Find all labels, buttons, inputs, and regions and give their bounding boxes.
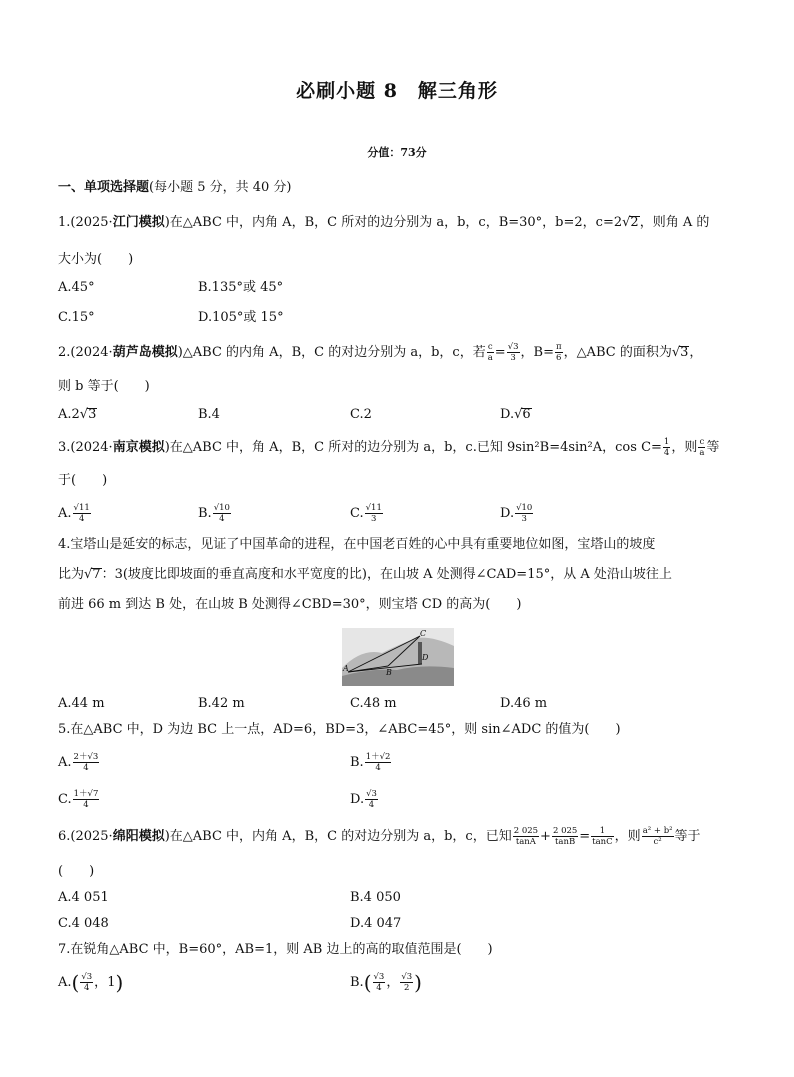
figure-label-b: B <box>386 668 392 677</box>
q2-source: 葫芦岛模拟 <box>112 345 178 360</box>
sqrt-icon: √ <box>622 215 631 230</box>
q3-number: 3.(2024· <box>58 440 113 455</box>
question-4-line-2: 比为√7：3(坡度比即坡面的垂直高度和水平宽度的比)，在山坡 A 处测得∠CAD=15°，从 A 处沿山坡往上 <box>58 567 672 582</box>
q7-option-a: A.( $\frac{√3}{4}$ ，1) <box>58 970 124 995</box>
question-7-line-1: 7.在锐角△ABC 中，B=60°，AB=1，则 AB 边上的高的取值范围是( ) <box>58 942 493 957</box>
q4-option-c: C.48 m <box>350 696 397 711</box>
q3-source: 南京模拟 <box>112 440 165 455</box>
page-title: 必刷小题 8 解三角形 <box>296 80 498 102</box>
q6-option-b: B.4 050 <box>350 890 401 905</box>
q2-fraction-sqrt3-3: $\frac{√3}{3}$ <box>507 342 519 363</box>
q1-source: 江门模拟 <box>112 215 165 230</box>
q3-fraction-c-a: $\frac{c}{a}$ <box>699 437 705 458</box>
q1-number: 1.(2025· <box>58 215 113 230</box>
figure-label-d: D <box>422 653 429 662</box>
q3-option-d: D. $\frac{√10}{3}$ <box>500 503 533 524</box>
question-1-line-1 <box>58 213 709 233</box>
q5-option-b: B. $\frac{1+√2}{4}$ <box>350 752 391 773</box>
q1-option-a: A.45° <box>58 280 95 295</box>
section-note: (每小题 5 分，共 40 分) <box>149 180 292 195</box>
q2-fraction-c-a: $\frac{c}{a}$ <box>487 342 493 363</box>
q6-option-c: C.4 048 <box>58 916 109 931</box>
question-6-line-2: ( ) <box>58 864 95 879</box>
sqrt-icon: √ <box>84 567 93 582</box>
q6-source: 绵阳模拟 <box>112 829 165 844</box>
q3-option-a: A. $\frac{√11}{4}$ <box>58 503 90 524</box>
q1-option-d: D.105°或 15° <box>198 310 284 325</box>
figure-label-a: A <box>343 664 349 673</box>
q6-option-a: A.4 051 <box>58 890 109 905</box>
q4-option-a: A.44 m <box>58 696 105 711</box>
q6-number: 6.(2025· <box>58 829 113 844</box>
question-3-line-2: 于( ) <box>58 473 108 488</box>
score-label: 分值：73分 <box>367 146 427 159</box>
q5-option-a: A. $\frac{2+√3}{4}$ <box>58 752 99 773</box>
q2-option-c: C.2 <box>350 407 372 422</box>
q5-option-c: C. $\frac{1+√7}{4}$ <box>58 789 99 810</box>
question-2-line-1: 2.(2024·葫芦岛模拟)△ABC 的内角 A，B，C 的对边分别为 a，b，c，若 $\frac{c}{a}$ = $\frac{√3}{3}$ ，B= $\frac{\pi}{6}$ ，△ABC 的面积为√3， <box>58 342 703 363</box>
q1-text-end: ，则角 A 的 <box>639 215 710 230</box>
question-5-line-1: 5.在△ABC 中，D 为边 BC 上一点，AD=6，BD=3，∠ABC=45°，则 sin∠ADC 的值为( ) <box>58 722 621 737</box>
question-6-line-1: 6.(2025·绵阳模拟)在△ABC 中，内角 A，B，C 的对边分别为 a，b，c，已知 $\frac{2 025}{\tan A}$ + $\frac{2 025}{\tan B}$ = $\frac{1}{\tan C}$ ，则 $\frac{\text{a² + b²}}{\text{c²}}$ 等于 <box>58 826 701 847</box>
q2-option-b: B.4 <box>198 407 220 422</box>
q2-fraction-pi-6: $\frac{\pi}{6}$ <box>555 342 562 363</box>
question-4-line-1: 4.宝塔山是延安的标志，见证了中国革命的进程，在中国老百姓的心中具有重要地位如图，宝塔山的坡度 <box>58 537 656 552</box>
q2-option-d: D.√6 <box>500 407 531 422</box>
sqrt-icon: √ <box>514 407 523 422</box>
pagoda-mountain-figure <box>342 628 454 686</box>
question-2-line-2: 则 b 等于( ) <box>58 379 150 394</box>
section-title: 一、单项选择题 <box>58 180 150 195</box>
q2-number: 2.(2024· <box>58 345 113 360</box>
sqrt-icon: √ <box>79 407 89 422</box>
q6-option-d: D.4 047 <box>350 916 402 931</box>
q1-option-c: C.15° <box>58 310 95 325</box>
q3-option-b: B. $\frac{√10}{4}$ <box>198 503 230 524</box>
q2-option-a: A.2√3 <box>58 407 97 422</box>
q1-radicand: 2 <box>630 215 639 230</box>
q3-fraction-1-4: $\frac{1}{4}$ <box>663 437 670 458</box>
figure-label-c: C <box>420 629 427 638</box>
q2-text: )△ABC 的内角 A，B，C 的对边分别为 a，b，c，若 <box>177 345 486 360</box>
section-heading <box>58 176 292 195</box>
question-3-line-1: 3.(2024·南京模拟)在△ABC 中，角 A，B，C 所对的边分别为 a，b，c.已知 9sin²B=4sin²A，cos C= $\frac{1}{4}$ ，则 $\frac{c}{a}$ 等 <box>58 437 720 458</box>
q3-text: )在△ABC 中，角 A，B，C 所对的边分别为 a，b，c.已知 9sin²B=4sin²A，cos C= <box>164 440 662 455</box>
q1-option-b: B.135°或 45° <box>198 280 284 295</box>
question-1-line-2: 大小为( ) <box>58 252 134 267</box>
q4-option-b: B.42 m <box>198 696 245 711</box>
sqrt-icon: √ <box>671 345 681 360</box>
q3-option-c: C. $\frac{√11}{3}$ <box>350 503 382 524</box>
question-4-line-3: 前进 66 m 到达 B 处，在山坡 B 处测得∠CBD=30°，则宝塔 CD 的高为( ) <box>58 597 522 612</box>
q5-option-d: D. $\frac{√3}{4}$ <box>350 789 377 810</box>
q1-text: )在△ABC 中，内角 A，B，C 所对的边分别为 a，b，c，B=30°，b=2，c=2 <box>164 215 623 230</box>
q6-text: )在△ABC 中，内角 A，B，C 的对边分别为 a，b，c，已知 <box>164 829 512 844</box>
q4-option-d: D.46 m <box>500 696 548 711</box>
q7-option-b: B.( $\frac{√3}{4}$ ， $\frac{√3}{2}$ ) <box>350 970 422 995</box>
